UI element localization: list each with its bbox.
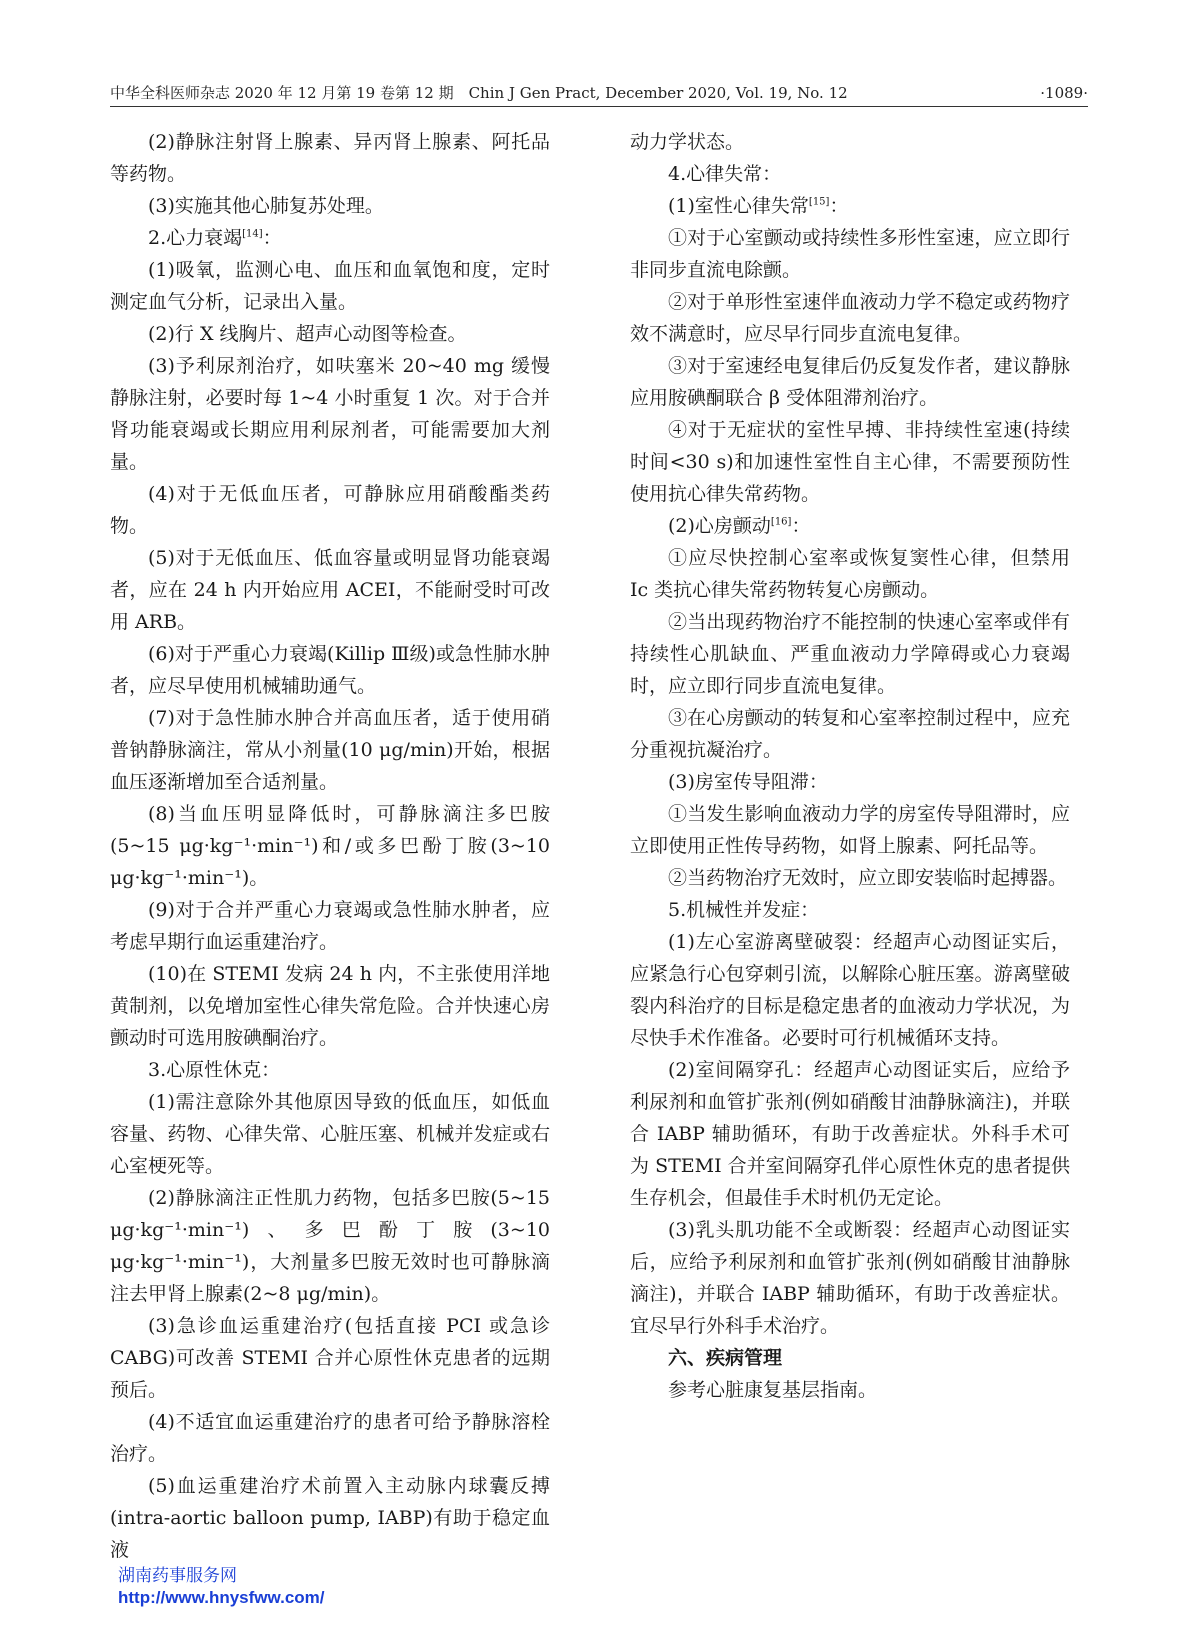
paragraph: [110, 1470, 550, 1566]
paragraph-text: (1)左心室游离壁破裂：经超声心动图证实后，应紧急行心包穿刺引流，以解除心脏压塞。游离壁破裂内科治疗的目标是稳定患者的血液动力学状况，为尽快手术作准备。必要时可行机械循环支持。: [630, 931, 1070, 1049]
paragraph-text: (4)对于无低血压者，可静脉应用硝酸酯类药物。: [110, 483, 550, 537]
page-number: ·1089·: [1040, 84, 1088, 102]
paragraph: [110, 1182, 550, 1310]
citation-ref: [15]: [808, 196, 830, 208]
paragraph: [630, 414, 1070, 510]
watermark: [118, 1565, 325, 1609]
paragraph-punct: ：: [829, 195, 849, 217]
paragraph: [630, 702, 1070, 766]
paragraph-text: (10)在 STEMI 发病 24 h 内，不主张使用洋地黄制剂，以免增加室性心律失常危险。合并快速心房颤动时可选用胺碘酮治疗。: [110, 963, 550, 1049]
paragraph-text: (3)予利尿剂治疗，如呋塞米 20~40 mg 缓慢静脉注射，必要时每 1~4 小时重复 1 次。对于合并肾功能衰竭或长期应用利尿剂者，可能需要加大剂量。: [110, 355, 550, 473]
paragraph: [110, 638, 550, 702]
paragraph: [630, 862, 1070, 894]
paragraph-text: (2)心房颤动: [668, 515, 771, 537]
paragraph: [110, 222, 550, 254]
citation-ref: [16]: [770, 516, 792, 528]
paragraph: [110, 1406, 550, 1470]
paragraph: [630, 510, 1070, 542]
paragraph-text: ③在心房颤动的转复和心室率控制过程中，应充分重视抗凝治疗。: [630, 707, 1070, 761]
paragraph: [110, 190, 550, 222]
paragraph: [110, 1310, 550, 1406]
paragraph-punct: ：: [262, 227, 282, 249]
section-heading: [630, 1342, 1070, 1374]
paragraph: [630, 542, 1070, 606]
right-column: [630, 126, 1070, 1406]
paragraph: [630, 766, 1070, 798]
paragraph-text: (5)血运重建治疗术前置入主动脉内球囊反搏(intra-aortic balloon pump, IABP)有助于稳定血液: [110, 1475, 550, 1561]
paragraph: [630, 1054, 1070, 1214]
paragraph-text: (1)室性心律失常: [668, 195, 809, 217]
paragraph-text: (4)不适宜血运重建治疗的患者可给予静脉溶栓治疗。: [110, 1411, 550, 1465]
paragraph-text: (3)急诊血运重建治疗(包括直接 PCI 或急诊 CABG)可改善 STEMI 合并心原性休克患者的远期预后。: [110, 1315, 550, 1401]
paragraph: [630, 606, 1070, 702]
watermark-site-name: 湖南药事服务网: [118, 1566, 237, 1585]
paragraph-text: (2)室间隔穿孔：经超声心动图证实后，应给予利尿剂和血管扩张剂(例如硝酸甘油静脉滴注)，并联合 IABP 辅助循环，有助于改善症状。外科手术可为 STEMI 合并室间隔穿孔伴心原性休克的患者提供生存机会，但最佳手术时机仍无定论。: [630, 1059, 1070, 1209]
paragraph-text: (3)实施其他心肺复苏处理。: [148, 195, 384, 217]
paragraph: [630, 158, 1070, 190]
paragraph: [630, 190, 1070, 222]
paragraph: [630, 350, 1070, 414]
paragraph-text: ①对于心室颤动或持续性多形性室速，应立即行非同步直流电除颤。: [630, 227, 1070, 281]
paragraph: [630, 926, 1070, 1054]
paragraph-text: (8)当血压明显降低时，可静脉滴注多巴胺(5~15 μg·kg⁻¹·min⁻¹)和/或多巴酚丁胺(3~10 μg·kg⁻¹·min⁻¹)。: [110, 803, 550, 889]
paragraph-text: 参考心脏康复基层指南。: [668, 1379, 878, 1401]
paragraph: [630, 286, 1070, 350]
paragraph-text: (5)对于无低血压、低血容量或明显肾功能衰竭者，应在 24 h 内开始应用 ACEI，不能耐受时可改用 ARB。: [110, 547, 550, 633]
paragraph-text: 六、疾病管理: [668, 1347, 783, 1369]
paragraph-text: (9)对于合并严重心力衰竭或急性肺水肿者，应考虑早期行血运重建治疗。: [110, 899, 550, 953]
paragraph-text: ①当发生影响血液动力学的房室传导阻滞时，应立即使用正性传导药物，如肾上腺素、阿托品等。: [630, 803, 1070, 857]
paragraph-text: (3)房室传导阻滞：: [668, 771, 828, 793]
paragraph-text: ④对于无症状的室性早搏、非持续性室速(持续时间<30 s)和加速性室性自主心律，不需要预防性使用抗心律失常药物。: [630, 419, 1070, 505]
paragraph: [630, 1214, 1070, 1342]
paragraph: [110, 478, 550, 542]
paragraph: [110, 1054, 550, 1086]
paragraph-text: 3.心原性休克：: [148, 1059, 281, 1081]
paragraph-punct: ：: [791, 515, 811, 537]
paragraph-text: (7)对于急性肺水肿合并高血压者，适于使用硝普钠静脉滴注，常从小剂量(10 μg/min)开始，根据血压逐渐增加至合适剂量。: [110, 707, 550, 793]
journal-citation: 中华全科医师杂志 2020 年 12 月第 19 卷第 12 期 Chin J Gen Pract, December 2020, Vol. 19, No. 12: [110, 84, 848, 102]
paragraph-text: (3)乳头肌功能不全或断裂：经超声心动图证实后，应给予利尿剂和血管扩张剂(例如硝酸甘油静脉滴注)，并联合 IABP 辅助循环，有助于改善症状。宜尽早行外科手术治疗。: [630, 1219, 1070, 1337]
paragraph-text: ②对于单形性室速伴血液动力学不稳定或药物疗效不满意时，应尽早行同步直流电复律。: [630, 291, 1070, 345]
paragraph-text: (2)静脉滴注正性肌力药物，包括多巴胺(5~15 μg·kg⁻¹·min⁻¹)、多巴酚丁胺(3~10 μg·kg⁻¹·min⁻¹)，大剂量多巴胺无效时也可静脉滴注去甲肾上腺素(2~8 μg/min)。: [110, 1187, 550, 1305]
paragraph: [110, 350, 550, 478]
paragraph: [110, 958, 550, 1054]
paragraph-text: ②当药物治疗无效时，应立即安装临时起搏器。: [668, 867, 1068, 889]
citation-ref: [14]: [242, 228, 263, 240]
paragraph: [110, 798, 550, 894]
paragraph-text: 2.心力衰竭: [148, 227, 243, 249]
paragraph-text: (1)需注意除外其他原因导致的低血压，如低血容量、药物、心律失常、心脏压塞、机械并发症或右心室梗死等。: [110, 1091, 550, 1177]
paragraph-text: (1)吸氧，监测心电、血压和血氧饱和度，定时测定血气分析，记录出入量。: [110, 259, 550, 313]
paragraph: [110, 126, 550, 190]
paragraph-text: ③对于室速经电复律后仍反复发作者，建议静脉应用胺碘酮联合 β 受体阻滞剂治疗。: [630, 355, 1070, 409]
paragraph: [110, 254, 550, 318]
paragraph-text: 4.心律失常：: [668, 163, 782, 185]
paragraph-text: (2)行 X 线胸片、超声心动图等检查。: [148, 323, 467, 345]
paragraph-text: (2)静脉注射肾上腺素、异丙肾上腺素、阿托品等药物。: [110, 131, 550, 185]
paragraph: [110, 318, 550, 350]
left-column: [110, 126, 550, 1566]
paragraph: [630, 894, 1070, 926]
paragraph: [630, 222, 1070, 286]
paragraph: [630, 798, 1070, 862]
paragraph-text: 5.机械性并发症：: [668, 899, 820, 921]
paragraph: [630, 126, 1070, 158]
paragraph: [110, 542, 550, 638]
paragraph-text: 动力学状态。: [630, 131, 745, 153]
watermark-url[interactable]: http://www.hnysfww.com/: [118, 1588, 325, 1607]
paragraph-text: ①应尽快控制心室率或恢复窦性心律，但禁用 Ⅰc 类抗心律失常药物转复心房颤动。: [630, 547, 1070, 601]
paragraph: [630, 1374, 1070, 1406]
running-head: [110, 80, 1088, 107]
paragraph: [110, 1086, 550, 1182]
paragraph: [110, 702, 550, 798]
paragraph-text: (6)对于严重心力衰竭(Killip Ⅲ级)或急性肺水肿者，应尽早使用机械辅助通气。: [110, 643, 550, 697]
paragraph-text: ②当出现药物治疗不能控制的快速心室率或伴有持续性心肌缺血、严重血液动力学障碍或心力衰竭时，应立即行同步直流电复律。: [630, 611, 1070, 697]
paragraph: [110, 894, 550, 958]
